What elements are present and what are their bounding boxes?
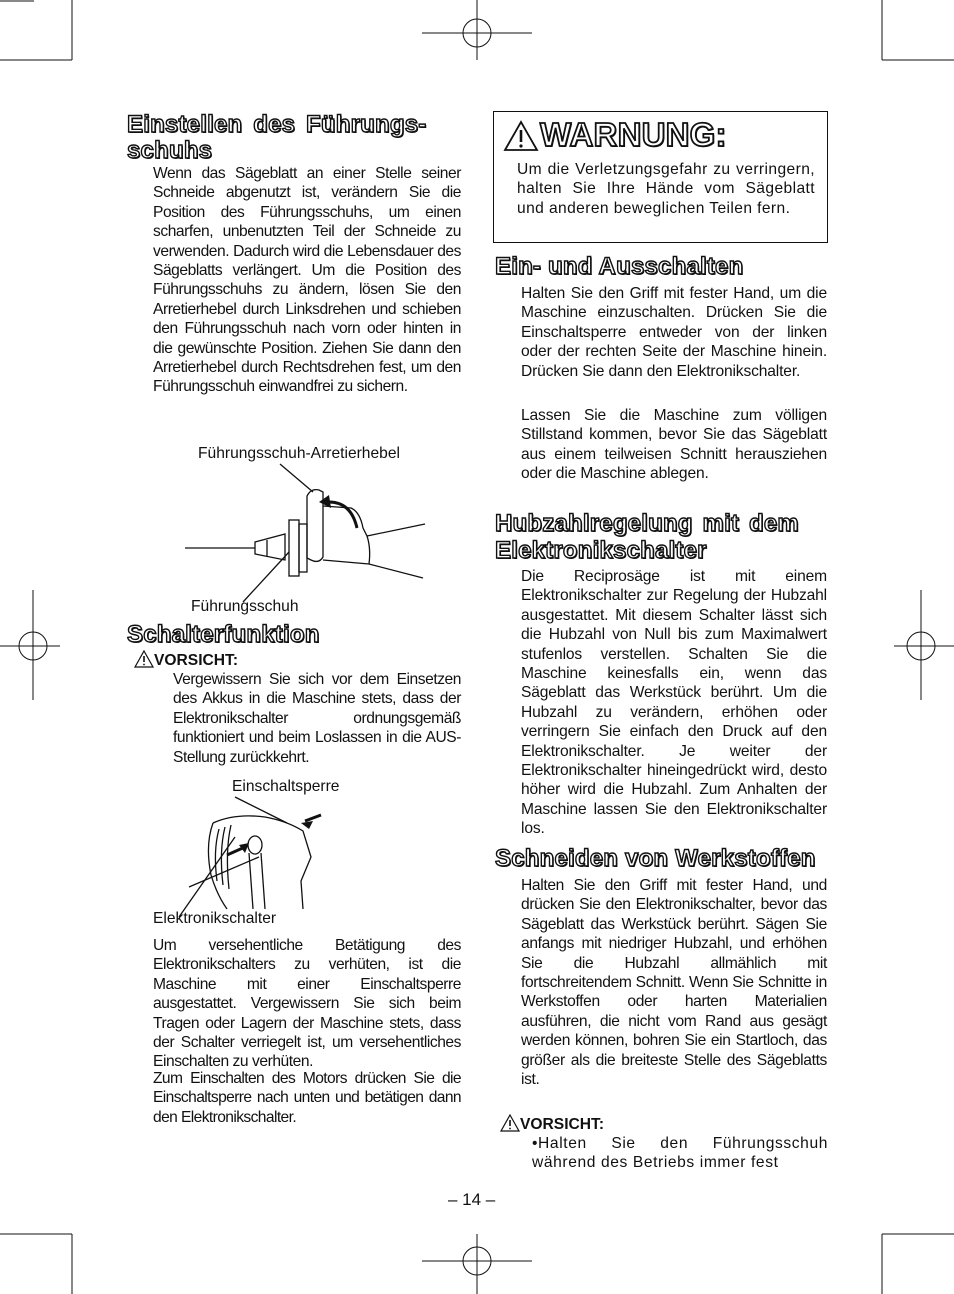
on-off-paragraph-1: Halten Sie den Griff mit fester Hand, um die Maschine einzuschalten. Drücken Sie die Einschaltsperre entweder von der linken oder der rechten Seite der Maschine hinein. Drücken Sie dann den Elektronikschalter. — [521, 285, 827, 380]
section-heading-guide-shoe: Einstellen des Führungs- schuhs — [127, 111, 427, 164]
registration-mark-icon — [0, 590, 60, 700]
page-number: – 14 – — [448, 1190, 496, 1209]
warning-text: Um die Verletzungsgefahr zu verringern, halten Sie Ihre Hände vom Sägeblatt und anderen beweglichen Teilen fern. — [517, 161, 815, 217]
warning-triangle-icon — [503, 120, 539, 152]
caution-text: Vergewissern Sie sich vor dem Einsetzen des Akkus in die Maschine stets, dass der Elektronikschalter ordnungsgemäß funktioniert und beim Loslassen in die AUS-Stellung zurückkehrt. — [173, 671, 461, 766]
on-off-paragraph-2: Lassen Sie die Maschine zum völligen Stillstand kommen, bevor Sie das Sägeblatt aus einem teilweisen Schnitt herausziehen oder die Maschine ablegen. — [521, 407, 827, 483]
guide-shoe-illustration — [185, 462, 430, 612]
section-heading-cutting: Schneiden von Werkstoffen — [495, 845, 816, 872]
registration-mark-icon — [894, 590, 954, 700]
section-heading-on-off: Ein- und Ausschalten — [495, 253, 744, 280]
figure-label-guide-shoe: Führungsschuh — [191, 598, 299, 615]
switch-paragraph-2: Zum Einschalten des Motors drücken Sie die Einschaltsperre nach unten und betätigen dann den Elektronikschalter. — [153, 1070, 461, 1126]
warning-title: WARNUNG: — [540, 116, 727, 153]
caution-label: VORSICHT: — [154, 652, 239, 669]
section-heading-speed-control: Hubzahlregelung mit dem Elektronikschalter — [495, 510, 799, 564]
guide-shoe-paragraph: Wenn das Sägeblatt an einer Stelle seiner Schneide abgenutzt ist, verändern Sie die Position des Führungsschuhs, um einen scharfen, unbenutzten Teil der Schneide zu verwenden. Dadurch wird die Lebensdauer des Sägeblatts verlängert. Um die Position des Führungsschuhs zu ändern, lösen Sie den Arretierhebel durch Linksdrehen und schieben den Führungsschuh nach vorn oder hinten in die gewünschte Position. Ziehen Sie dann den Arretierhebel durch Rechtsdrehen fest, um den Führungsschuh einwandfrei zu sichern. — [153, 165, 461, 396]
speed-control-paragraph: Die Reciprosäge ist mit einem Elektronikschalter zur Regelung der Hubzahl ausgestattet. Mit diesem Schalter lässt sich die Hubzahl von Null bis zum Maximalwert stufenlos verstellen. Schalten Sie die Maschine keinesfalls ein, wenn das Sägeblatt das Werkstück berührt. Um die Hubzahl zu verändern, erhöhen oder verringern Sie einfach den Druck auf den Elektronikschalter. Je weiter der Elektronikschalter hineingedrückt wird, desto höher wird die Hubzahl. Zum Anhalten der Maschine lassen Sie den Elektronikschalter los. — [521, 568, 827, 838]
caution-bullet: •Halten Sie den Führungsschuh während des Betriebs immer fest — [532, 1135, 828, 1172]
section-heading-switch-function: Schalterfunktion — [127, 621, 320, 648]
switch-paragraph-1: Um versehentliche Betätigung des Elektronikschalters zu verhüten, ist die Maschine mit einer Einschaltsperre ausgestattet. Vergewissern Sie sich beim Tragen oder Lagern der Maschine stets, dass der Schalter verriegelt ist, um versehentliches Einschalten zu verhüten. — [153, 937, 461, 1071]
warning-triangle-icon — [500, 1114, 520, 1132]
figure-label-lock-off: Einschaltsperre — [232, 778, 340, 795]
registration-mark-icon — [422, 1234, 532, 1294]
cutting-paragraph: Halten Sie den Griff mit fester Hand, und drücken Sie den Elektronikschalter, bevor das Sägeblatt das Werkstück berührt. Sägen Sie anfangs mit niedriger Hubzahl, und erhöhen Sie die Hubzahl allmählich mit fortschreitendem Schnitt. Wenn Sie Schnitte in Werkstoffen oder harten Materialien ausführen, die nicht vom Rand aus gesägt werden können, bohren Sie ein Startloch, das größer als die breiteste Stelle des Sägeblatts ist. — [521, 877, 827, 1089]
warning-triangle-icon — [134, 650, 154, 668]
caution-label: VORSICHT: — [520, 1116, 605, 1133]
figure-label-trigger: Elektronikschalter — [153, 910, 277, 927]
figure-label-lock-lever: Führungsschuh-Arretierhebel — [198, 445, 400, 462]
switch-illustration — [175, 795, 335, 910]
registration-mark-icon — [422, 0, 532, 60]
warning-box — [493, 111, 828, 243]
